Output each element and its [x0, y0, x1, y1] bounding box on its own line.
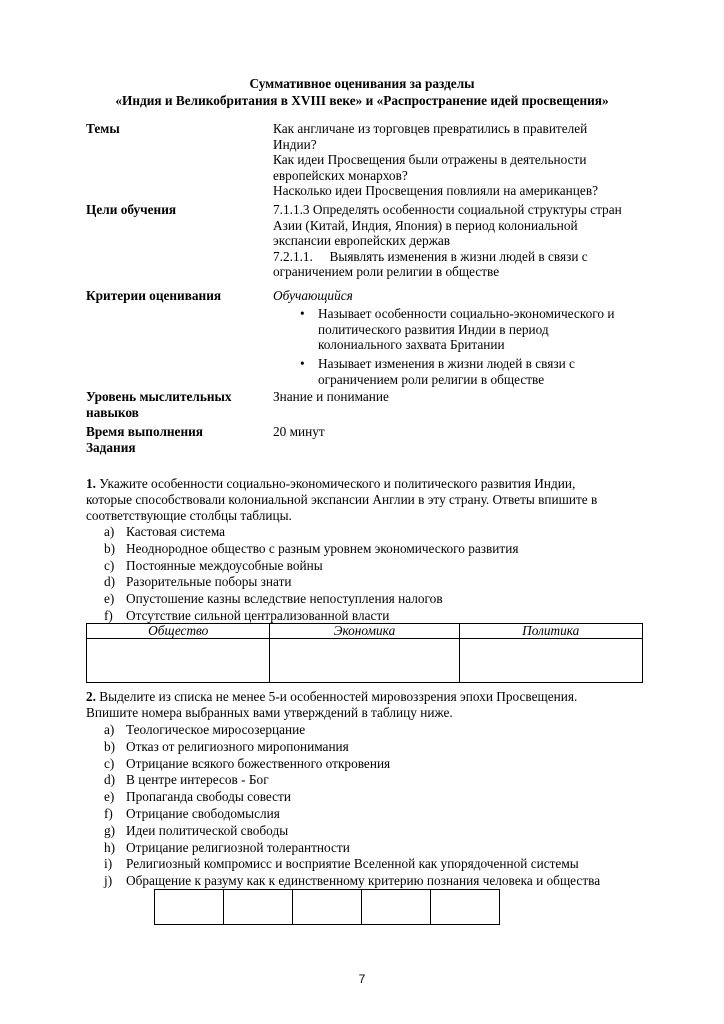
list-item: f) Отрицание свободомыслия — [104, 805, 280, 821]
question-2-options — [104, 722, 664, 890]
criteria-item-1: • Называет особенности социально-экономического и политического развития Индии в период колониального захвата Британии — [300, 306, 615, 352]
list-item: c) Отрицание всякого божественного откровения — [104, 755, 391, 771]
answer-table-1 — [86, 623, 643, 683]
answer-cell-society[interactable] — [87, 639, 270, 683]
list-item: e) Пропаганда свободы совести — [104, 789, 291, 805]
answer-cell-economy[interactable] — [270, 639, 459, 683]
level-value: Знание и понимание — [273, 389, 389, 404]
question-2-text: 2. Выделите из списка не менее 5-и особенностей мировоззрения эпохи Просвещения. Впишите номера выбранных вами утверждений в таблицу ниже. — [86, 689, 578, 720]
topics-value: Как англичане из торговцев превратились в правителей Индии? Как идеи Просвещения были отражены в деятельности европейских монархов? Насколько идеи Просвещения повлияли на американцев? — [273, 121, 599, 198]
topics-label: Темы — [86, 121, 120, 136]
question-1-text: 1. Укажите особенности социально-экономического и политического развития Индии, которые способствовали колониальной экспансии Англии в эту страну. Ответы впишите в соответствующие столбцы таблицы. — [86, 476, 598, 523]
time-label: Время выполнения Задания — [86, 424, 203, 455]
answer-cell[interactable] — [293, 890, 362, 925]
list-item: c) Постоянные междоусобные войны — [104, 557, 323, 573]
list-item: d) Разорительные поборы знати — [104, 574, 292, 590]
bullet-icon: • — [300, 356, 305, 371]
question-1-options — [104, 524, 664, 625]
list-item: f) Отсутствие сильной централизованной власти — [104, 607, 390, 623]
level-label: Уровень мыслительных навыков — [86, 389, 232, 420]
list-item: e) Опустошение казны вследствие непоступления налогов — [104, 591, 443, 607]
answer-cell-politics[interactable] — [459, 639, 643, 683]
goals-value: 7.1.1.3 Определять особенности социальной структуры стран Азии (Китай, Индия, Япония) в период колониальной экспансии европейских держав 7.2.1.1. Выявлять изменения в жизни людей в связи с ограничением роли религии в обществе — [273, 202, 622, 279]
list-item: b) Отказ от религиозного миропонимания — [104, 738, 349, 754]
list-item: g) Идеи политической свободы — [104, 822, 289, 838]
list-item: a) Теологическое миросозерцание — [104, 722, 306, 737]
list-item: b) Неоднородное общество с разным уровнем экономического развития — [104, 540, 519, 556]
column-header-society: Общество — [87, 624, 270, 639]
answer-cell[interactable] — [431, 890, 500, 925]
column-header-politics: Политика — [459, 624, 643, 639]
answer-cell[interactable] — [224, 890, 293, 925]
criteria-item-2: • Называет изменения в жизни людей в связи с ограничением роли религии в обществе — [300, 356, 575, 387]
answer-cell[interactable] — [155, 890, 224, 925]
column-header-economy: Экономика — [270, 624, 459, 639]
bullet-icon: • — [300, 306, 305, 321]
list-item: i) Религиозный компромисс и восприятие Вселенной как упорядоченной системы — [104, 856, 579, 872]
list-item: a) Кастовая система — [104, 524, 226, 539]
list-item: h) Отрицание религиозной толерантности — [104, 839, 350, 855]
page-number: 7 — [358, 972, 366, 986]
criteria-intro: Обучающийся — [273, 288, 353, 303]
title-line-1: Суммативное оценивания за разделы — [249, 76, 475, 91]
time-value: 20 минут — [273, 424, 325, 439]
goals-label: Цели обучения — [86, 202, 177, 217]
list-item: j) Обращение к разуму как к единственному критерию познания человека и общества — [104, 873, 601, 889]
list-item: d) В центре интересов - Бог — [104, 772, 269, 788]
answer-cell[interactable] — [362, 890, 431, 925]
criteria-label: Критерии оценивания — [86, 288, 222, 303]
title-line-2: «Индия и Великобритания в XVIII веке» и «Распространение идей просвещения» — [115, 93, 609, 108]
answer-table-2 — [154, 889, 500, 925]
